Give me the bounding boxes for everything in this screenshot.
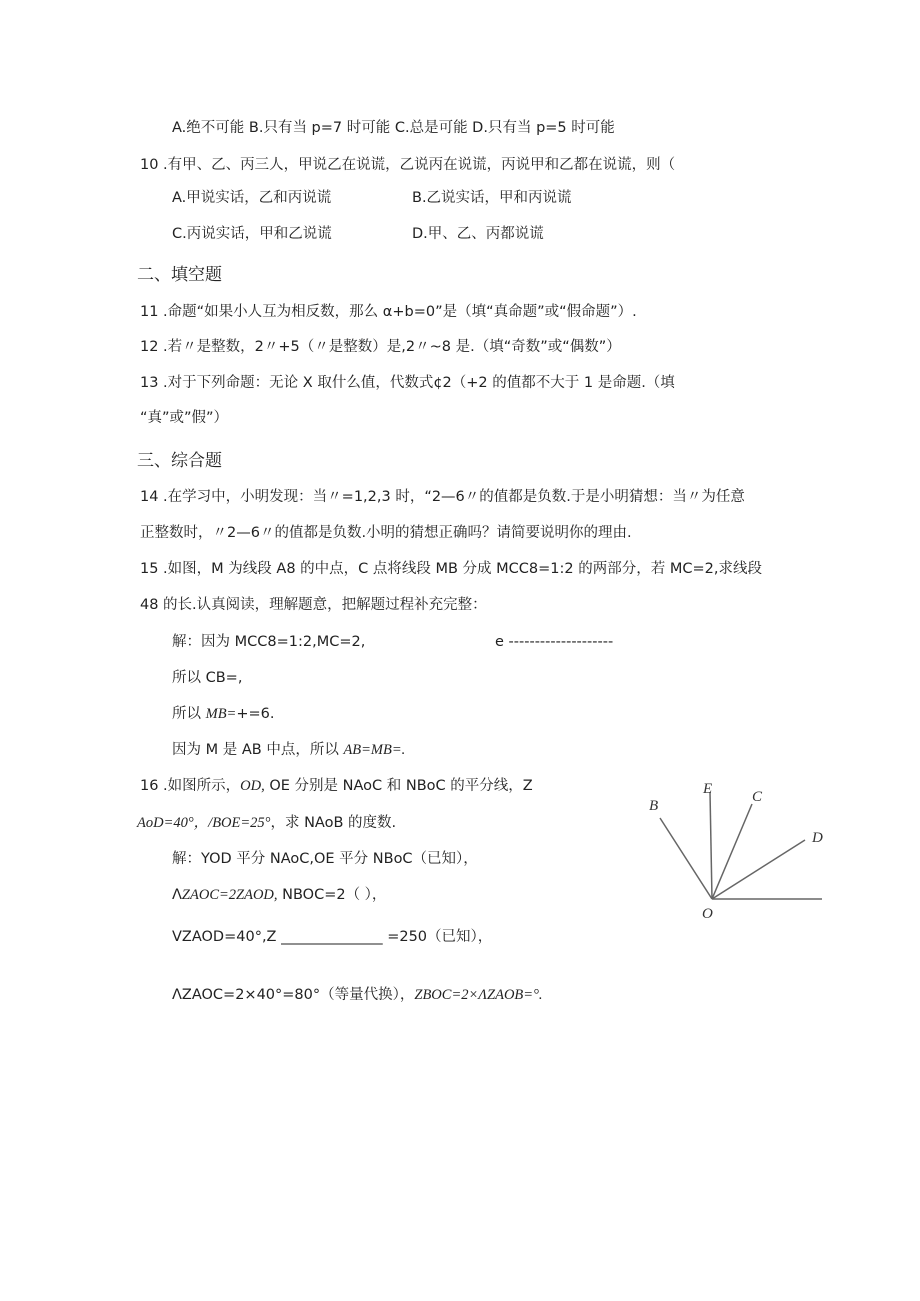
label-b: B [649, 798, 659, 814]
q9-options: A.绝不可能 B.只有当 p=7 时可能 C.总是可能 D.只有当 p=5 时可能 [172, 120, 615, 136]
ray-od [712, 840, 805, 899]
q16: 16 .如图所示，OD, OE 分别是 NAoC 和 NBoC 的平分线，Z [140, 778, 533, 794]
section-3-heading: 三、综合题 [137, 451, 222, 471]
q16-step2: ΛZAOC=2ZAOD, NBOC=2（ ）， [172, 887, 387, 903]
ray-oe [710, 792, 712, 899]
q16-cont: AoD=40°，/BOE=25°，求 NAoB 的度数. [137, 815, 397, 831]
q15-cont: 48 的长.认真阅读，理解题意，把解题过程补充完整： [140, 597, 487, 613]
q15-figure: e -------------------- [495, 634, 614, 650]
q10: 10 .有甲、乙、丙三人，甲说乙在说谎，乙说丙在说谎，丙说甲和乙都在说谎，则（ [140, 157, 676, 173]
angle-figure [640, 780, 830, 920]
q13-cont: “真”或”假”） [140, 410, 229, 426]
q10-option-d: D.甲、乙、丙都说谎 [412, 226, 544, 242]
label-d: D [812, 830, 823, 846]
q15-step4: 因为 M 是 AB 中点，所以 AB=MB=. [172, 742, 406, 758]
section-2-heading: 二、填空题 [137, 265, 222, 285]
q14-cont: 正整数时，〃2—6〃的值都是负数.小明的猜想正确吗？请简要说明你的理由. [140, 525, 632, 541]
q13: 13 .对于下列命题：无论 X 取什么值，代数式¢2（+2 的值都不大于 1 是命题.（填 [140, 375, 675, 391]
label-c: C [752, 789, 763, 805]
ray-oc [712, 804, 752, 899]
ray-ob [660, 818, 712, 899]
q12: 12 .若〃是整数，2〃+5（〃是整数）是,2〃~8 是.（填“奇数”或“偶数”） [140, 339, 621, 355]
q10-option-c: C.丙说实话，甲和乙说谎 [172, 226, 332, 242]
q11: 11 .命题“如果小人互为相反数，那么 α+b=0”是（填“真命题”或“假命题”）. [140, 304, 637, 320]
label-e: E [703, 781, 713, 797]
q16-step4: ΛZAOC=2×40°=80°（等量代换），ZBOC=2×ΛZAOB=°. [172, 987, 543, 1003]
label-o: O [702, 906, 713, 920]
q10-option-a: A.甲说实话，乙和丙说谎 [172, 190, 332, 206]
q10-option-b: B.乙说实话，甲和丙说谎 [412, 190, 572, 206]
q14: 14 .在学习中，小明发现：当〃=1,2,3 时，“2—6〃的值都是负数.于是小明猜想：当〃为任意 [140, 489, 745, 505]
q15-step3: 所以 MB=+=6. [172, 706, 275, 722]
q15-step2: 所以 CB=, [172, 670, 243, 686]
q15: 15 .如图，M 为线段 A8 的中点，C 点将线段 MB 分成 MCC8=1:2 的两部分，若 MC=2,求线段 [140, 561, 762, 577]
q16-step3: VZAOD=40°,Z ______________ =250（已知）， [172, 929, 493, 945]
q15-step1: 解：因为 MCC8=1:2,MC=2, [172, 634, 366, 650]
q16-step1: 解：YOD 平分 NAoC,OE 平分 NBoC（已知）， [172, 851, 478, 867]
